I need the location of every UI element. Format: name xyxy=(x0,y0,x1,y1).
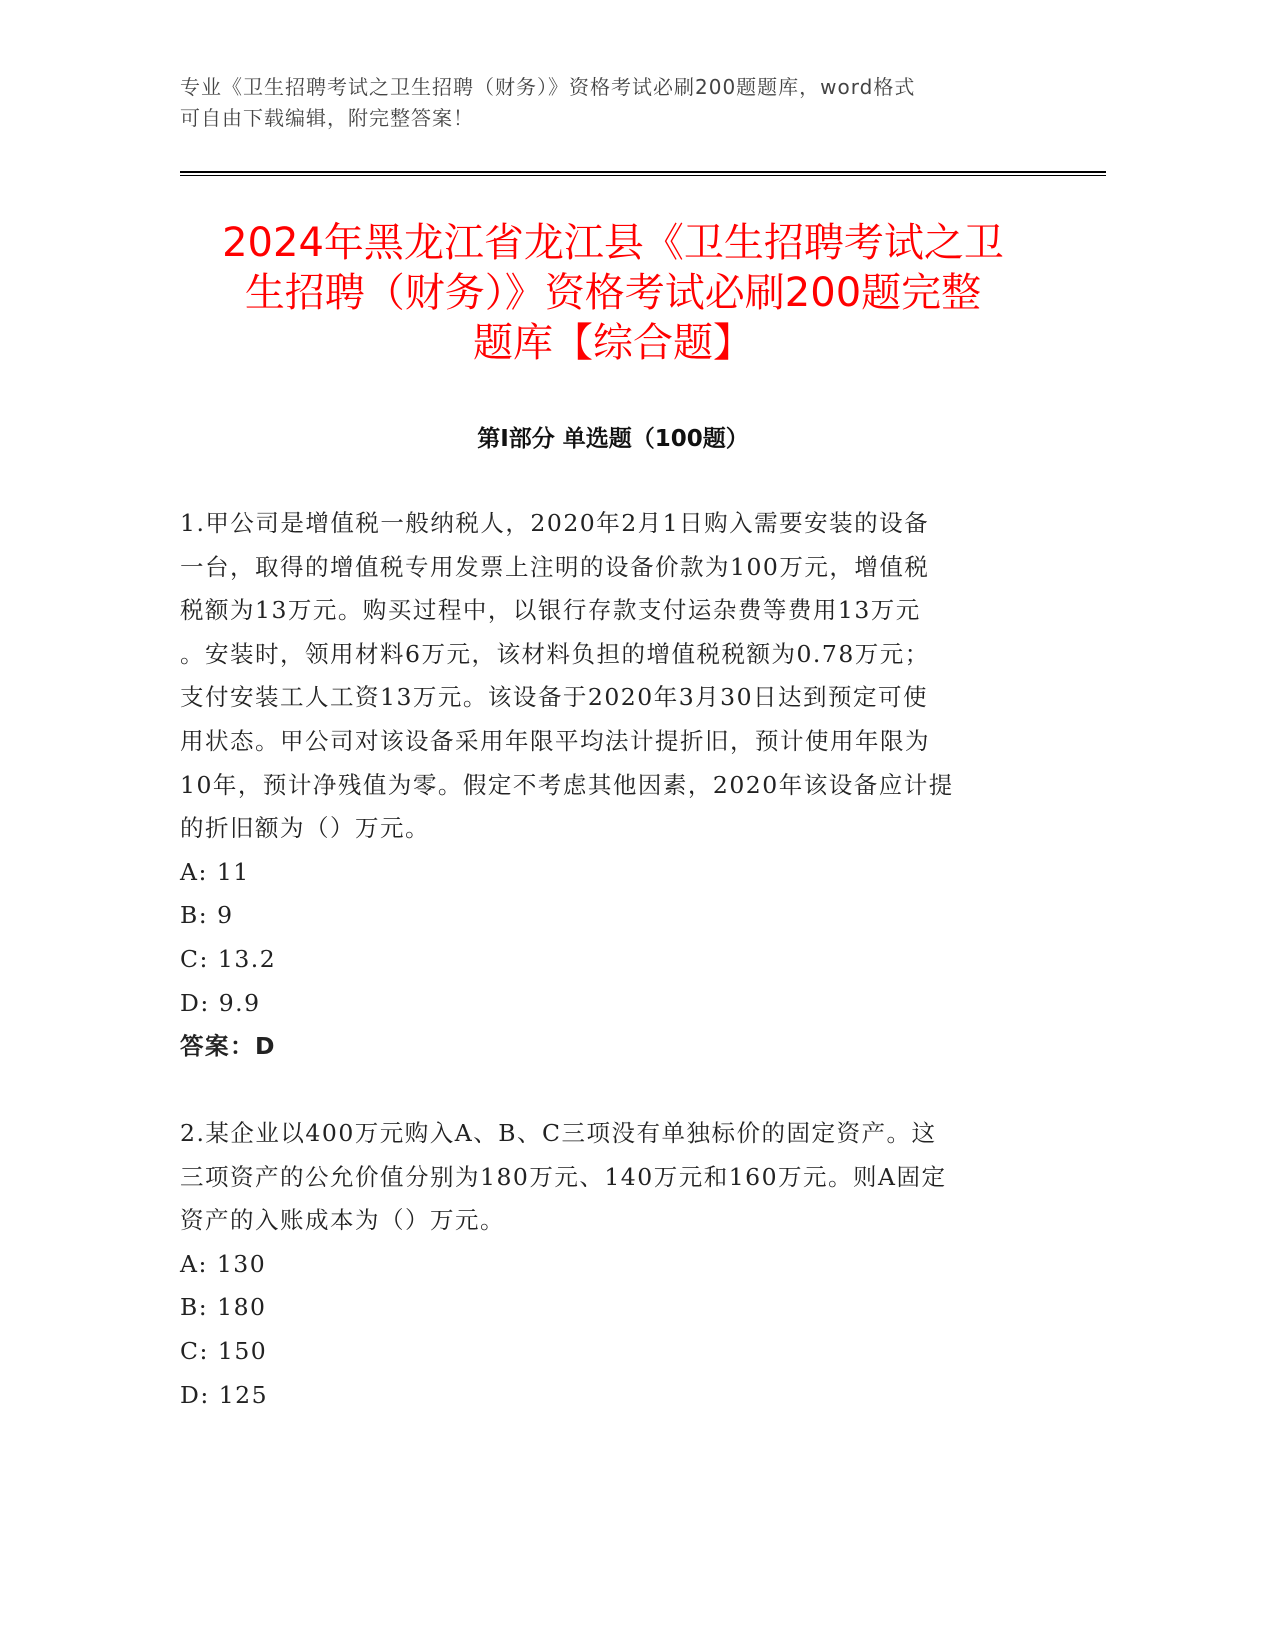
option-c: C: 150 xyxy=(180,1336,268,1365)
question-text-line: 10年，预计净残值为零。假定不考虑其他因素，2020年该设备应计提 xyxy=(180,770,954,799)
question-text-line: 支付安装工人工资13万元。该设备于2020年3月30日达到预定可使 xyxy=(180,683,929,712)
section-heading: 第I部分 单选题（100题） xyxy=(477,426,749,452)
option-c: C: 13.2 xyxy=(180,944,277,973)
question-text-line: 2.某企业以400万元购入A、B、C三项没有单独标价的固定资产。这 xyxy=(180,1119,937,1147)
option-a: A: 130 xyxy=(180,1249,267,1278)
header-line: 可自由下载编辑，附完整答案！ xyxy=(180,106,474,130)
option-b: B: 180 xyxy=(180,1293,267,1322)
question-text-line: 一台，取得的增值税专用发票上注明的设备价款为100万元，增值税 xyxy=(180,552,930,581)
header-line: 专业《卫生招聘考试之卫生招聘（财务）》资格考试必刷200题题库，word格式 xyxy=(180,75,916,99)
question-text-line: 三项资产的公允价值分别为180万元、140万元和160万元。则A固定 xyxy=(180,1162,947,1191)
answer: 答案：D xyxy=(180,1032,277,1061)
option-a: A: 11 xyxy=(180,857,250,886)
question-text-line: 。安装时，领用材料6万元，该材料负担的增值税税额为0.78万元； xyxy=(180,639,930,668)
title-line: 题库【综合题】 xyxy=(473,320,753,366)
header-divider xyxy=(180,171,1106,173)
question-text-line: 用状态。甲公司对该设备采用年限平均法计提折旧，预计使用年限为 xyxy=(180,726,930,755)
question-text-line: 资产的入账成本为（）万元。 xyxy=(180,1206,505,1235)
option-d: D: 125 xyxy=(180,1380,269,1409)
question-text-line: 1.甲公司是增值税一般纳税人，2020年2月1日购入需要安装的设备 xyxy=(180,509,930,537)
question-text-line: 税额为13万元。购买过程中，以银行存款支付运杂费等费用13万元 xyxy=(180,596,921,625)
title-line: 2024年黑龙江省龙江县《卫生招聘考试之卫 xyxy=(222,220,1004,266)
option-d: D: 9.9 xyxy=(180,988,261,1017)
document-header xyxy=(180,72,1040,134)
header-divider-thin xyxy=(180,175,1106,176)
document-title xyxy=(180,218,1046,368)
question-1 xyxy=(180,502,1040,1069)
question-2 xyxy=(180,1112,1040,1417)
question-text-line: 的折旧额为（）万元。 xyxy=(180,814,430,843)
option-b: B: 9 xyxy=(180,901,234,930)
title-line: 生招聘（财务）》资格考试必刷200题完整 xyxy=(244,270,982,316)
